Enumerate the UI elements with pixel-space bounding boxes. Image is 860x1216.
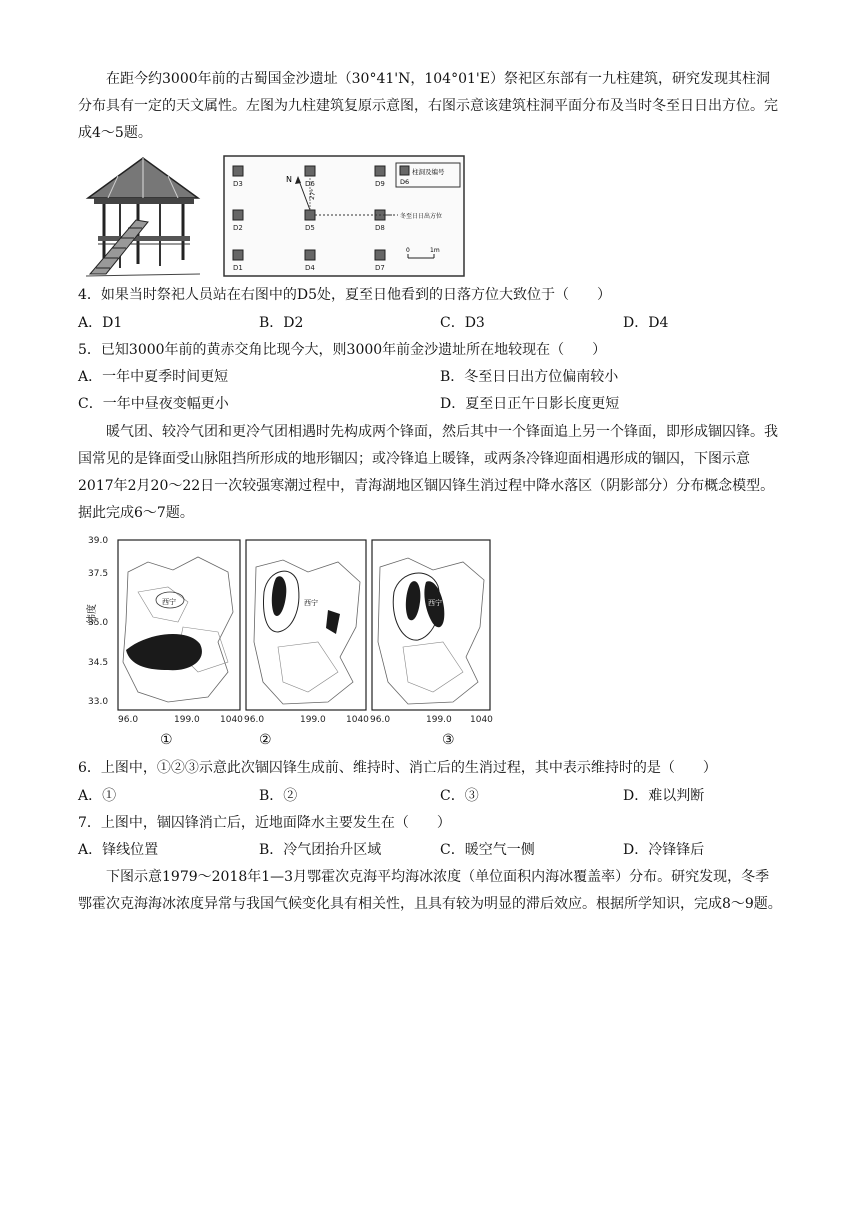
post-label-d3: D3: [233, 180, 243, 188]
post-hole: [305, 210, 315, 220]
legend-post-label: 柱洞及编号: [412, 168, 445, 176]
post-hole-plan: [222, 154, 466, 278]
pavilion-sketch: [78, 156, 208, 278]
q4-option-b[interactable]: B．D2: [259, 315, 304, 331]
panel-label-3: ③: [442, 732, 455, 748]
q6-option-a[interactable]: A．①: [78, 788, 117, 804]
lon-tick-p2-1040: 1040: [346, 715, 369, 722]
city-label-xining: 西宁: [428, 599, 442, 607]
occluded-front-maps: [78, 532, 498, 722]
post-label-d1: D1: [233, 264, 243, 272]
question-7-options: [78, 839, 783, 861]
post-hole: [375, 166, 385, 176]
question-4-options: [78, 312, 783, 334]
lat-tick-39: 39.0: [88, 536, 109, 546]
question-7-stem: 7．上图中，锢囚锋消亡后，近地面降水主要发生在（ ）: [78, 815, 451, 831]
q7-option-d[interactable]: D．冷锋锋后: [623, 842, 705, 858]
passage-intro-q6-7: 暖气团、较冷气团和更冷气团相遇时先构成两个锋面，然后其中一个锋面追上另一个锋面，即形成锢囚锋。我国常见的是锋面受山脉阻挡所形成的地形锢囚；或冷锋追上暖锋，或两条冷锋迎面相遇形成的锢囚，下图示意2017年2月20～22日一次较强寒潮过程中，青海湖地区锢囚锋生消过程中降水落区（阴影部分）分布概念模型。据此完成6～7题。: [78, 424, 778, 521]
lon-tick-p1-199: 199.0: [174, 715, 200, 722]
lon-tick-p2-96: 96.0: [244, 715, 265, 722]
map-panel-1: [118, 540, 240, 710]
city-label-xining: 西宁: [304, 599, 318, 607]
post-label-d6: D6: [305, 180, 315, 188]
post-label-d8: D8: [375, 224, 385, 232]
city-label-xining: 西宁: [162, 598, 176, 606]
post-hole: [233, 210, 243, 220]
panel-label-1: ①: [160, 732, 173, 748]
q6-option-d[interactable]: D．难以判断: [623, 788, 705, 804]
lat-tick-33: 33.0: [88, 697, 109, 707]
q5-option-c[interactable]: C．一年中昼夜变幅更小: [78, 396, 229, 412]
q5-option-b[interactable]: B．冬至日日出方位偏南较小: [440, 369, 619, 385]
lon-tick-p1-96: 96.0: [118, 715, 139, 722]
map-panel-2: [246, 540, 366, 710]
post-label-d4: D4: [305, 264, 315, 272]
post-hole: [233, 250, 243, 260]
q4-option-d[interactable]: D．D4: [623, 315, 669, 331]
question-6-stem: 6．上图中，①②③示意此次锢囚锋生成前、维持时、消亡后的生消过程，其中表示维持时的是（ ）: [78, 760, 717, 776]
lon-tick-p3-199: 199.0: [426, 715, 452, 722]
post-hole: [233, 166, 243, 176]
legend-post-sample: D6: [400, 178, 410, 186]
lon-tick-p3-1040: 1040: [470, 715, 493, 722]
q6-option-c[interactable]: C．③: [440, 788, 479, 804]
question-5-stem: 5．已知3000年前的黄赤交角比现今大，则3000年前金沙遗址所在地较现在（ ）: [78, 342, 607, 358]
lat-tick-37-5: 37.5: [88, 569, 109, 579]
q5-option-a[interactable]: A．一年中夏季时间更短: [78, 369, 229, 385]
lat-tick-34-5: 34.5: [88, 658, 109, 668]
sunrise-label: 冬至日日出方位: [400, 213, 443, 220]
q7-option-a[interactable]: A．锋线位置: [78, 842, 159, 858]
passage-intro-q8-9: 下图示意1979～2018年1—3月鄂霍次克海平均海冰浓度（单位面积内海冰覆盖率）分布。研究发现，冬季鄂霍次克海海冰浓度异常与我国气候变化具有相关性，且具有较为明显的滞后效应。根据所学知识，完成8～9题。: [78, 869, 782, 912]
lon-tick-p1-1040: 1040: [220, 715, 243, 722]
question-5-options-row2: [78, 393, 783, 415]
latitude-axis-label: 纬度: [87, 604, 98, 624]
post-hole: [305, 250, 315, 260]
north-label: N: [286, 175, 292, 184]
question-4-stem: 4．如果当时祭祀人员站在右图中的D5处，夏至日他看到的日落方位大致位于（ ）: [78, 287, 612, 303]
lon-tick-p2-199: 199.0: [300, 715, 326, 722]
post-hole: [375, 250, 385, 260]
lat-tick-35: 35.0: [88, 618, 109, 628]
lon-tick-p3-96: 96.0: [370, 715, 391, 722]
angle-label: 27°: [308, 188, 318, 201]
scale-one-meter: 1m: [430, 247, 440, 254]
passage-intro-q4-5: 在距今约3000年前的古蜀国金沙遗址（30°41'N，104°01'E）祭祀区东部有一九柱建筑，研究发现其柱洞分布具有一定的天文属性。左图为九柱建筑复原示意图，右图示意该建筑柱洞平面分布及当时冬至日日出方位。完成4～5题。: [78, 71, 778, 141]
post-hole: [305, 166, 315, 176]
post-label-d5: D5: [305, 224, 315, 232]
q5-option-d[interactable]: D．夏至日正午日影长度更短: [440, 396, 620, 412]
post-label-d7: D7: [375, 264, 385, 272]
post-label-d2: D2: [233, 224, 243, 232]
q7-option-c[interactable]: C．暖空气一侧: [440, 842, 535, 858]
question-5-options-row1: [78, 366, 783, 388]
post-label-d9: D9: [375, 180, 385, 188]
scale-zero: 0: [406, 247, 410, 254]
question-6-options: [78, 785, 783, 807]
q6-option-b[interactable]: B．②: [259, 788, 298, 804]
map-panel-3: [372, 540, 490, 710]
q4-option-a[interactable]: A．D1: [78, 315, 123, 331]
panel-label-2: ②: [259, 732, 272, 748]
q7-option-b[interactable]: B．冷气团抬升区域: [259, 842, 382, 858]
q4-option-c[interactable]: C．D3: [440, 315, 485, 331]
